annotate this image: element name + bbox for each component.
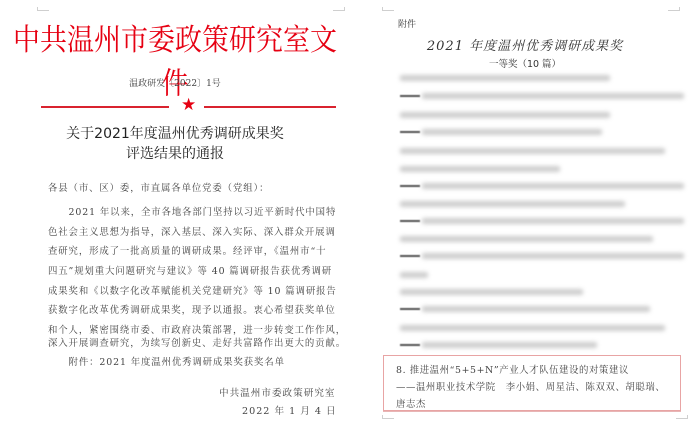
- page-corner-mark: [668, 10, 680, 11]
- blurred-entry-dash: [400, 344, 420, 346]
- blurred-entry-authors: [422, 218, 684, 224]
- document-number: 温政研发〔2022〕1号: [129, 79, 221, 89]
- blurred-entry-dash: [400, 220, 420, 222]
- body-paragraph-line: 查研究，形成了一批高质量的调研成果。经评审，《温州市“十: [48, 246, 327, 257]
- signature-organization: 中共温州市委政策研究室: [219, 388, 336, 399]
- page-corner-mark: [37, 10, 49, 11]
- body-paragraph-line: 获数字化改革优秀调研成果奖，现予以通报。衷心希望获奖单位: [48, 305, 336, 316]
- blurred-entry-title: [400, 201, 625, 207]
- annex-label: 附件: [398, 20, 417, 30]
- red-star-icon: ★: [181, 95, 197, 115]
- page-corner-mark: [676, 418, 688, 419]
- blurred-entry-title: [400, 289, 583, 295]
- award-tier-heading: 一等奖（10 篇）: [488, 59, 562, 70]
- highlighted-award-entry: [383, 355, 681, 411]
- page-corner-mark: [333, 10, 345, 11]
- body-paragraph-line: 深入开展调查研究，为续写创新史、走好共富路作出更大的贡献。: [48, 338, 346, 349]
- page-corner-mark: [382, 10, 394, 11]
- attachment-note: 附件：2021 年度温州优秀调研成果奖获奖名单: [48, 357, 285, 368]
- blurred-entry-title: [400, 148, 665, 154]
- notice-title-line1: 关于2021年度温州优秀调研成果奖: [66, 126, 284, 142]
- body-paragraph-line: 色社会主义思想为指导，深入基层、深入实际、深入群众开展调: [48, 227, 336, 238]
- blurred-entry-authors: [422, 342, 597, 348]
- blurred-entry-title: [400, 112, 610, 118]
- blurred-entry-dash: [400, 308, 420, 310]
- blurred-entry-title: [400, 75, 610, 81]
- annex-title: 2021 年度温州优秀调研成果奖: [426, 39, 624, 54]
- entry-title: 8. 推进温州“5+5+N”产业人才队伍建设的对策建议: [396, 365, 629, 376]
- body-paragraph-line: 和个人，紧密围绕市委、市政府决策部署，进一步转变工作作风，: [48, 325, 346, 336]
- entry-authors: ——温州职业技术学院 李小娟、周星洁、陈双双、胡聪瑞、: [396, 382, 666, 393]
- salutation: 各县（市、区）委，市直属各单位党委（党组）：: [48, 183, 270, 194]
- body-paragraph-line: 成果奖和《以数字化改革赋能机关党建研究》等 10 篇调研报告: [48, 286, 337, 297]
- blurred-entry-dash: [400, 185, 420, 187]
- blurred-entry-dash: [400, 255, 420, 257]
- blurred-entry-authors: [422, 129, 602, 135]
- body-paragraph-line: 2021 年以来，全市各地各部门坚持以习近平新时代中国特: [48, 207, 337, 218]
- blurred-entry-title: [400, 236, 653, 242]
- blurred-entry-authors: [422, 93, 684, 99]
- body-paragraph-line: 四五”规划重大问题研究与建议》等 40 篇调研报告获优秀调研: [48, 266, 333, 277]
- entry-authors-continued: 唐志杰: [396, 399, 426, 410]
- blurred-entry-title: [400, 325, 665, 331]
- blurred-entry-authors: [422, 183, 684, 189]
- red-rule-left: [41, 106, 169, 108]
- document-masthead: 中共温州市委政策研究室文件: [13, 23, 337, 102]
- blurred-entry-authors: [422, 306, 650, 312]
- blurred-entry-authors: [422, 253, 684, 259]
- red-rule-right: [204, 106, 336, 108]
- blurred-entry-dash: [400, 95, 420, 97]
- signature-date: 2022 年 1 月 4 日: [242, 406, 337, 417]
- blurred-entry-title: [400, 166, 560, 172]
- notice-title-line2: 评选结果的通报: [126, 146, 224, 162]
- blurred-entry-authors: [400, 272, 428, 278]
- page-corner-mark: [382, 418, 394, 419]
- blurred-entry-dash: [400, 131, 420, 133]
